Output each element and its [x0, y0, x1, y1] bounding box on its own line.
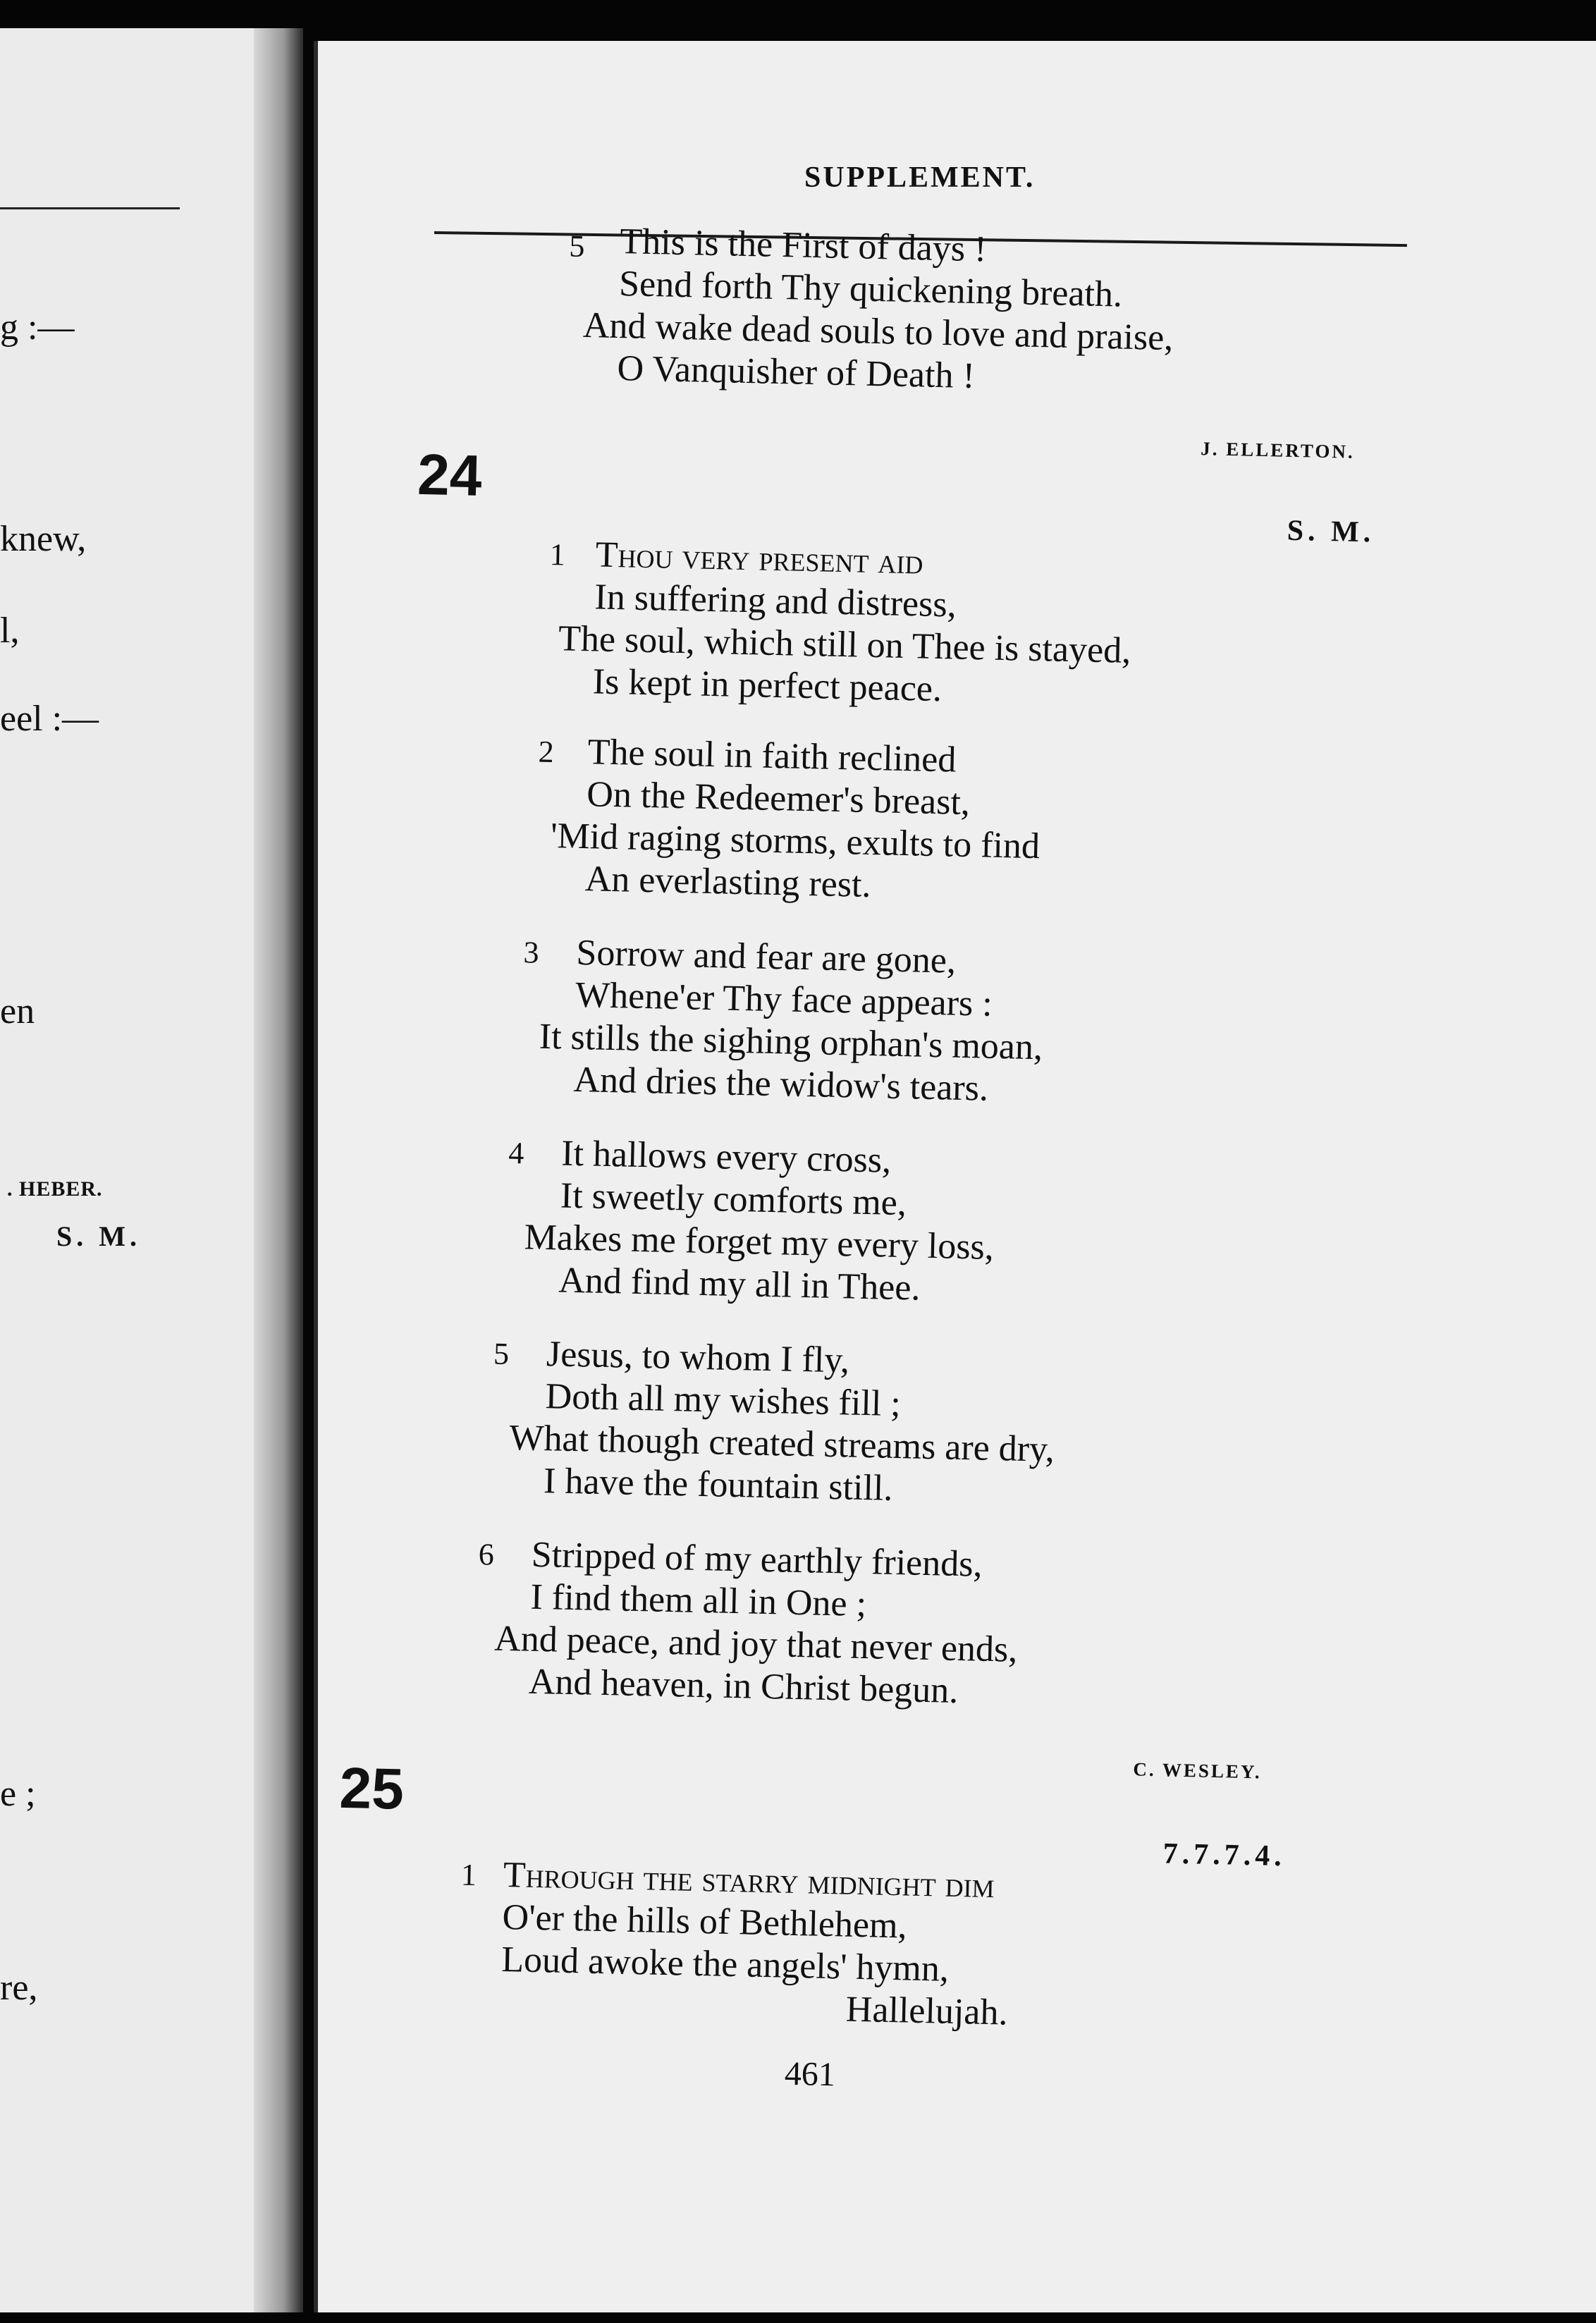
verse-line: Makes me forget my every loss,: [524, 1217, 995, 1268]
left-header-rule: [0, 207, 180, 209]
verse-number: 6: [478, 1537, 495, 1572]
verse-number: 1: [460, 1857, 477, 1893]
verse-line: It sweetly comforts me,: [560, 1175, 907, 1224]
verse-line: And dries the widow's tears.: [572, 1059, 989, 1109]
verse-line: O'er the hills of Bethlehem,: [502, 1896, 908, 1947]
verse-line: Jesus, to whom I fly,: [546, 1334, 850, 1381]
book-gutter: [254, 28, 303, 2312]
verse-line: And wake dead souls to love and praise,: [582, 305, 1174, 359]
verse-number: 5: [493, 1336, 510, 1371]
verse-line: And find my all in Thee.: [558, 1260, 921, 1308]
left-fragment: eel :—: [0, 699, 99, 739]
hymn-meter: S. M.: [1287, 514, 1375, 549]
verse-line: Whene'er Thy face appears :: [575, 974, 993, 1024]
left-fragment-meter: S. M.: [56, 1220, 141, 1252]
hymn-meter: 7.7.7.4.: [1162, 1837, 1287, 1873]
hymn-author: C. WESLEY.: [1133, 1758, 1263, 1783]
verse-number: 4: [508, 1135, 524, 1171]
verse-line: Hallelujah.: [845, 1989, 1009, 2033]
hymn-number: 25: [338, 1755, 405, 1822]
verse-line: And peace, and joy that never ends,: [493, 1618, 1018, 1670]
left-page-fragment: [0, 28, 278, 2312]
left-fragment: g :—: [0, 307, 75, 348]
verse-line: It stills the sighing orphan's moan,: [539, 1016, 1043, 1068]
left-fragment: knew,: [0, 519, 87, 559]
verse-line: And heaven, in Christ begun.: [528, 1661, 959, 1711]
page-header: SUPPLEMENT.: [804, 161, 1036, 194]
verse-line: Send forth Thy quickening breath.: [618, 264, 1123, 315]
verse-line: It hallows every cross,: [560, 1133, 892, 1181]
verse-line: Is kept in perfect peace.: [592, 661, 943, 710]
verse-line: The soul, which still on Thee is stayed,: [558, 618, 1131, 671]
page-number: 461: [784, 2054, 836, 2094]
verse-number: 5: [568, 228, 585, 264]
hymn-number: 24: [417, 442, 483, 508]
verse-line: 'Mid raging storms, exults to find: [550, 816, 1041, 867]
verse-line: In suffering and distress,: [594, 577, 957, 625]
verse-line: O Vanquisher of Death !: [616, 348, 976, 397]
page-content: [293, 24, 1596, 2323]
verse-line: I find them all in One ;: [529, 1576, 867, 1625]
verse-line: Stripped of my earthly friends,: [531, 1534, 983, 1585]
verse-line: This is the First of days !: [619, 221, 988, 270]
verse-line: An everlasting rest.: [584, 859, 872, 906]
verse-number: 3: [522, 935, 540, 970]
verse-line: Loud awoke the angels' hymn,: [501, 1939, 950, 1990]
verse-line: Through the starry midnight dim: [503, 1854, 995, 1906]
verse-number: 1: [549, 537, 566, 572]
left-fragment: e ;: [0, 1774, 36, 1814]
verse-line: Thou very present aid: [595, 534, 924, 582]
verse-line: The soul in faith reclined: [587, 732, 957, 780]
right-page: [314, 41, 1596, 2312]
verse-line: I have the fountain still.: [543, 1461, 893, 1509]
verse-line: What though created streams are dry,: [508, 1418, 1055, 1470]
verse-number: 2: [538, 734, 555, 770]
verse-line: On the Redeemer's breast,: [586, 774, 971, 823]
hymn-author: J. ELLERTON.: [1201, 438, 1355, 462]
verse-line: Doth all my wishes fill ;: [545, 1376, 902, 1425]
left-fragment-author: . HEBER.: [7, 1177, 103, 1201]
left-fragment: re,: [0, 1968, 38, 2008]
left-fragment: en: [0, 991, 35, 1031]
verse-line: Sorrow and fear are gone,: [575, 932, 957, 981]
left-fragment: l,: [0, 611, 20, 651]
